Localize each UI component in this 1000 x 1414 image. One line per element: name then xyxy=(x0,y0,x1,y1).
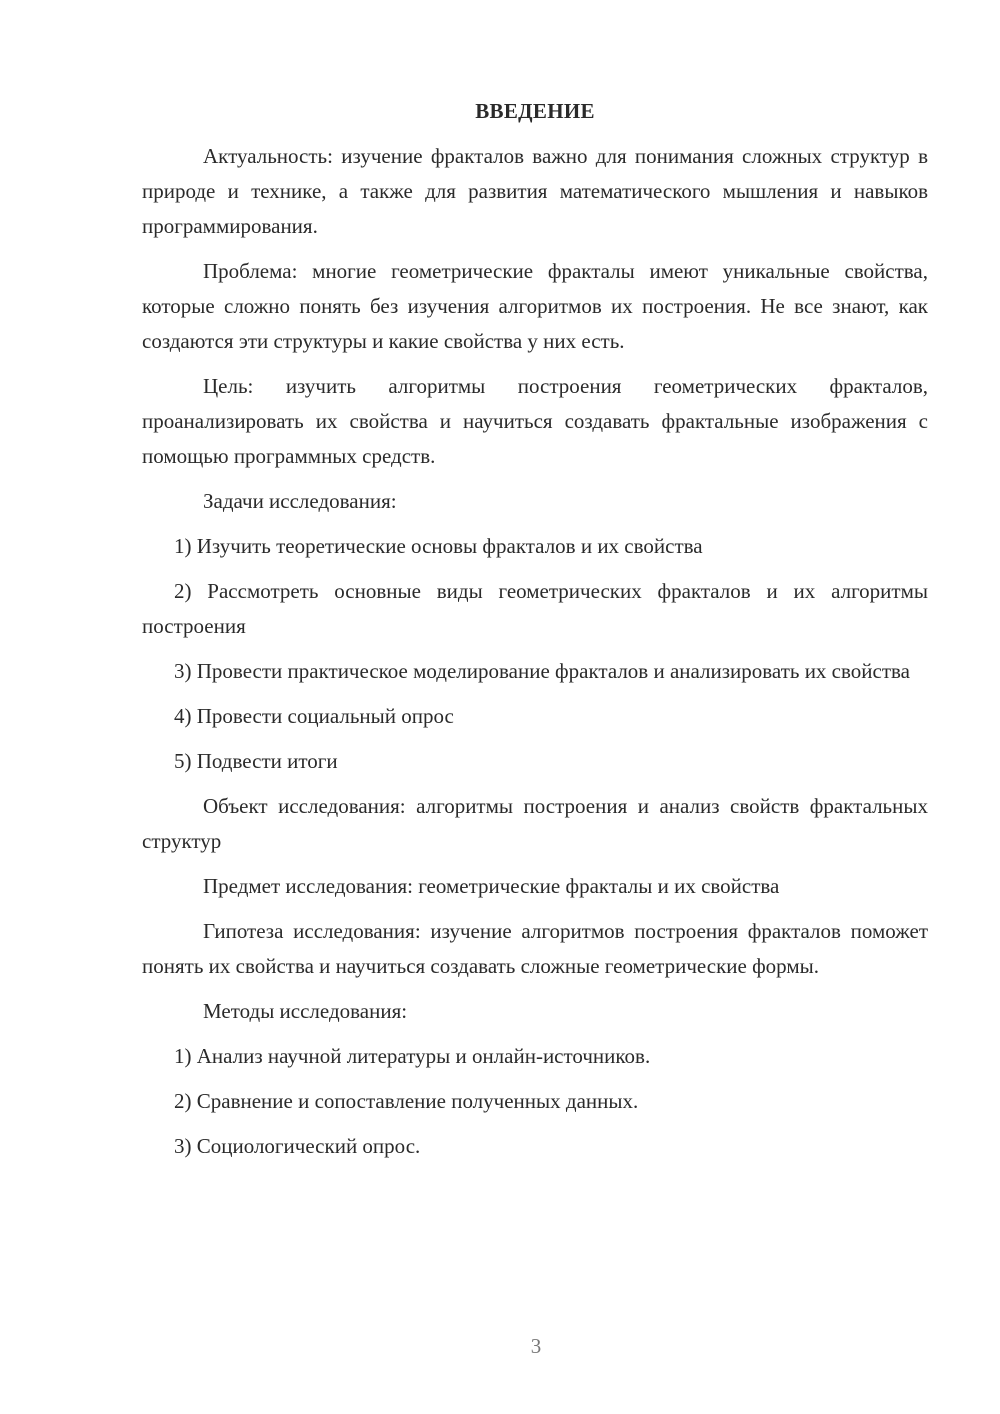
problem-paragraph: Проблема: многие геометрические фракталы имеют уникальные свойства, которые сложно понять без изучения алгоритмов их построения. Не все знают, как создаются эти структуры и какие свойства у них есть. xyxy=(142,259,928,353)
method-item: 2) Сравнение и сопоставление полученных данных. xyxy=(174,1089,639,1113)
document-page xyxy=(142,94,928,1174)
relevance-paragraph: Актуальность: изучение фракталов важно для понимания сложных структур в природе и технике, а также для развития математического мышления и навыков программирования. xyxy=(142,144,928,238)
method-item: 3) Социологический опрос. xyxy=(174,1134,421,1158)
method-item: 1) Анализ научной литературы и онлайн-источников. xyxy=(174,1044,651,1068)
goal-paragraph: Цель: изучить алгоритмы построения геометрических фракталов, проанализировать их свойства и научиться создавать фрактальные изображения с помощью программных средств. xyxy=(142,374,928,468)
task-item: 3) Провести практическое моделирование фракталов и анализировать их свойства xyxy=(174,659,910,683)
task-item: 1) Изучить теоретические основы фракталов и их свойства xyxy=(174,534,703,558)
task-item: 4) Провести социальный опрос xyxy=(174,704,454,728)
methods-heading: Методы исследования: xyxy=(203,999,408,1023)
hypothesis-paragraph: Гипотеза исследования: изучение алгоритмов построения фракталов поможет понять их свойства и научиться создавать сложные геометрические формы. xyxy=(142,919,928,978)
tasks-heading: Задачи исследования: xyxy=(203,489,397,513)
page-number: 3 xyxy=(530,1334,542,1358)
object-paragraph: Объект исследования: алгоритмы построения и анализ свойств фрактальных структур xyxy=(142,794,928,853)
task-item: 2) Рассмотреть основные виды геометрических фракталов и их алгоритмы построения xyxy=(142,579,928,638)
subject-paragraph: Предмет исследования: геометрические фракталы и их свойства xyxy=(203,874,780,898)
task-item: 5) Подвести итоги xyxy=(174,749,338,773)
section-heading: ВВЕДЕНИЕ xyxy=(475,99,595,123)
